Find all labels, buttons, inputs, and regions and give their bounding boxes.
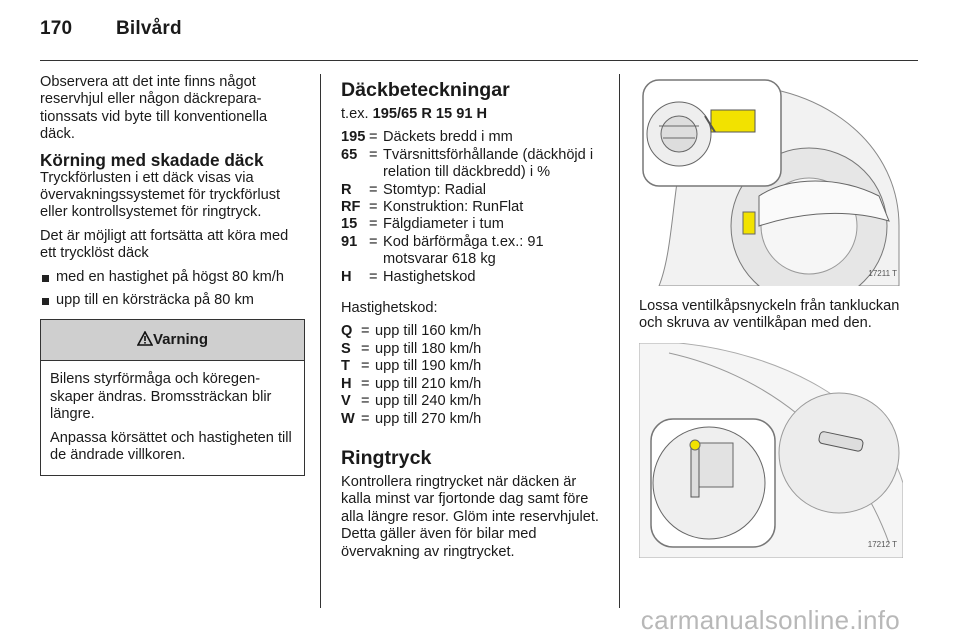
speed-eq: =: [361, 393, 370, 410]
illustration-valve-cap: [639, 343, 903, 558]
code-eq: =: [369, 181, 378, 198]
code-eq: =: [369, 268, 378, 285]
speed-value: upp till 210 km/h: [375, 375, 482, 392]
figure-valve-cap: [639, 343, 903, 558]
code-value: Fälgdiameter i tum: [383, 216, 504, 233]
tire-pressure-heading: Ringtryck: [341, 446, 432, 469]
speed-key: Q: [341, 323, 353, 340]
warning-paragraph-1: Bilens styrförmåga och köregenskaper ändras. Bromssträckan blir längre.: [50, 371, 272, 423]
column-divider-2: [619, 74, 620, 608]
figure-code: 17211 T: [868, 268, 897, 278]
speed-eq: =: [361, 340, 370, 357]
code-key: 91: [341, 233, 358, 250]
code-value: Tvärsnittsförhållande (däckhöjd i relation till däckbredd) i %: [383, 146, 594, 181]
speed-key: S: [341, 340, 351, 357]
warning-body: [41, 361, 304, 474]
header-rule: [40, 60, 918, 61]
warning-title: Varning: [152, 331, 208, 349]
code-key: 15: [341, 216, 358, 233]
tire-pressure-paragraph: Kontrollera ringtrycket när däcken är kalla minst var fjortonde dag samt före alla längre resor. Glöm inte reservhjulet. Detta gäller även för bilar med övervakning av ringtrycket.: [341, 473, 599, 560]
code-row: [341, 129, 603, 146]
speed-eq: =: [361, 323, 370, 340]
speed-code-label: Hastighetskod:: [341, 300, 438, 317]
code-value: Konstruktion: RunFlat: [383, 199, 524, 216]
figure-code: 17212 T: [867, 540, 897, 550]
example-line: [341, 106, 603, 123]
column-3: [639, 76, 904, 558]
speed-value: upp till 240 km/h: [375, 393, 482, 410]
speed-row: [341, 341, 603, 358]
example-prefix: t.ex.: [341, 106, 369, 122]
code-key: R: [341, 181, 352, 198]
warning-box: [40, 319, 305, 475]
speed-eq: =: [361, 358, 370, 375]
speed-row: [341, 411, 603, 428]
code-eq: =: [369, 129, 378, 146]
code-row: [341, 182, 603, 199]
speed-row: [341, 358, 603, 375]
speed-code-list: [341, 323, 603, 427]
warning-header: [41, 320, 304, 361]
speed-row: [341, 323, 603, 340]
damaged-tire-heading: Körning med skadade däck: [40, 149, 264, 170]
code-eq: =: [369, 199, 378, 216]
bullet-speed: med en hastighet på högst 80 km/h: [40, 269, 305, 286]
speed-value: upp till 160 km/h: [375, 323, 482, 340]
speed-key: H: [341, 375, 352, 392]
page-number: 170: [40, 18, 73, 39]
code-row: [341, 147, 603, 182]
code-key: RF: [341, 199, 361, 216]
column-divider-1: [320, 74, 321, 608]
continue-driving-paragraph: Det är möjligt att fortsätta att köra med ett trycklöst däck: [40, 227, 289, 262]
speed-key: W: [341, 410, 355, 427]
code-eq: =: [369, 216, 378, 233]
speed-row: [341, 376, 603, 393]
code-key: H: [341, 268, 352, 285]
code-value: Stomtyp: Radial: [383, 181, 487, 198]
speed-value: upp till 270 km/h: [375, 410, 482, 427]
code-row: [341, 234, 603, 269]
figure-fuel-flap-valve: [639, 76, 903, 286]
section-title: Bilvård: [116, 18, 182, 39]
speed-value: upp till 180 km/h: [375, 340, 482, 357]
code-value: Kod bärförmåga t.ex.: 91 motsvarar 618 kg: [383, 233, 544, 268]
column-1: [40, 74, 305, 476]
code-value: Däckets bredd i mm: [383, 129, 513, 146]
speed-key: T: [341, 358, 350, 375]
tire-designation-heading: Däckbeteckningar: [341, 79, 510, 101]
page-header: [40, 18, 182, 40]
illustration-fuel-flap: [639, 76, 903, 286]
code-eq: =: [369, 233, 378, 250]
speed-value: upp till 190 km/h: [375, 358, 482, 375]
speed-key: V: [341, 393, 351, 410]
speed-eq: =: [361, 410, 370, 427]
pressure-loss-paragraph: Tryckförlusten i ett däck visas via övervakningssystemet för tryckförlust eller kontrollsystemet för ringtryck.: [40, 169, 281, 221]
warning-paragraph-2: Anpassa körsättet och hastigheten till de ändrade villkoren.: [50, 429, 292, 464]
intro-paragraph: Observera att det inte finns något reservhjul eller någon däckreparationssats vid byte till konventionella däck.: [40, 74, 268, 143]
speed-eq: =: [361, 375, 370, 392]
tire-code-list: [341, 129, 603, 286]
code-key: 65: [341, 146, 358, 163]
code-value: Hastighetskod: [383, 268, 476, 285]
code-row: [341, 199, 603, 216]
code-key: 195: [341, 129, 366, 146]
code-row: [341, 269, 603, 286]
column-2: [341, 78, 603, 567]
code-row: [341, 216, 603, 233]
bullet-distance: upp till en körsträcka på 80 km: [40, 292, 305, 309]
example-code: 195/65 R 15 91 H: [372, 106, 488, 122]
code-eq: =: [369, 146, 378, 163]
speed-row: [341, 393, 603, 410]
figure-caption: Lossa ventilkåpsnyckeln från tankluckan och skruva av ventilkåpan med den.: [639, 298, 900, 332]
watermark: carmanualsonline.info: [640, 605, 900, 635]
warning-triangle-icon: [137, 331, 153, 346]
